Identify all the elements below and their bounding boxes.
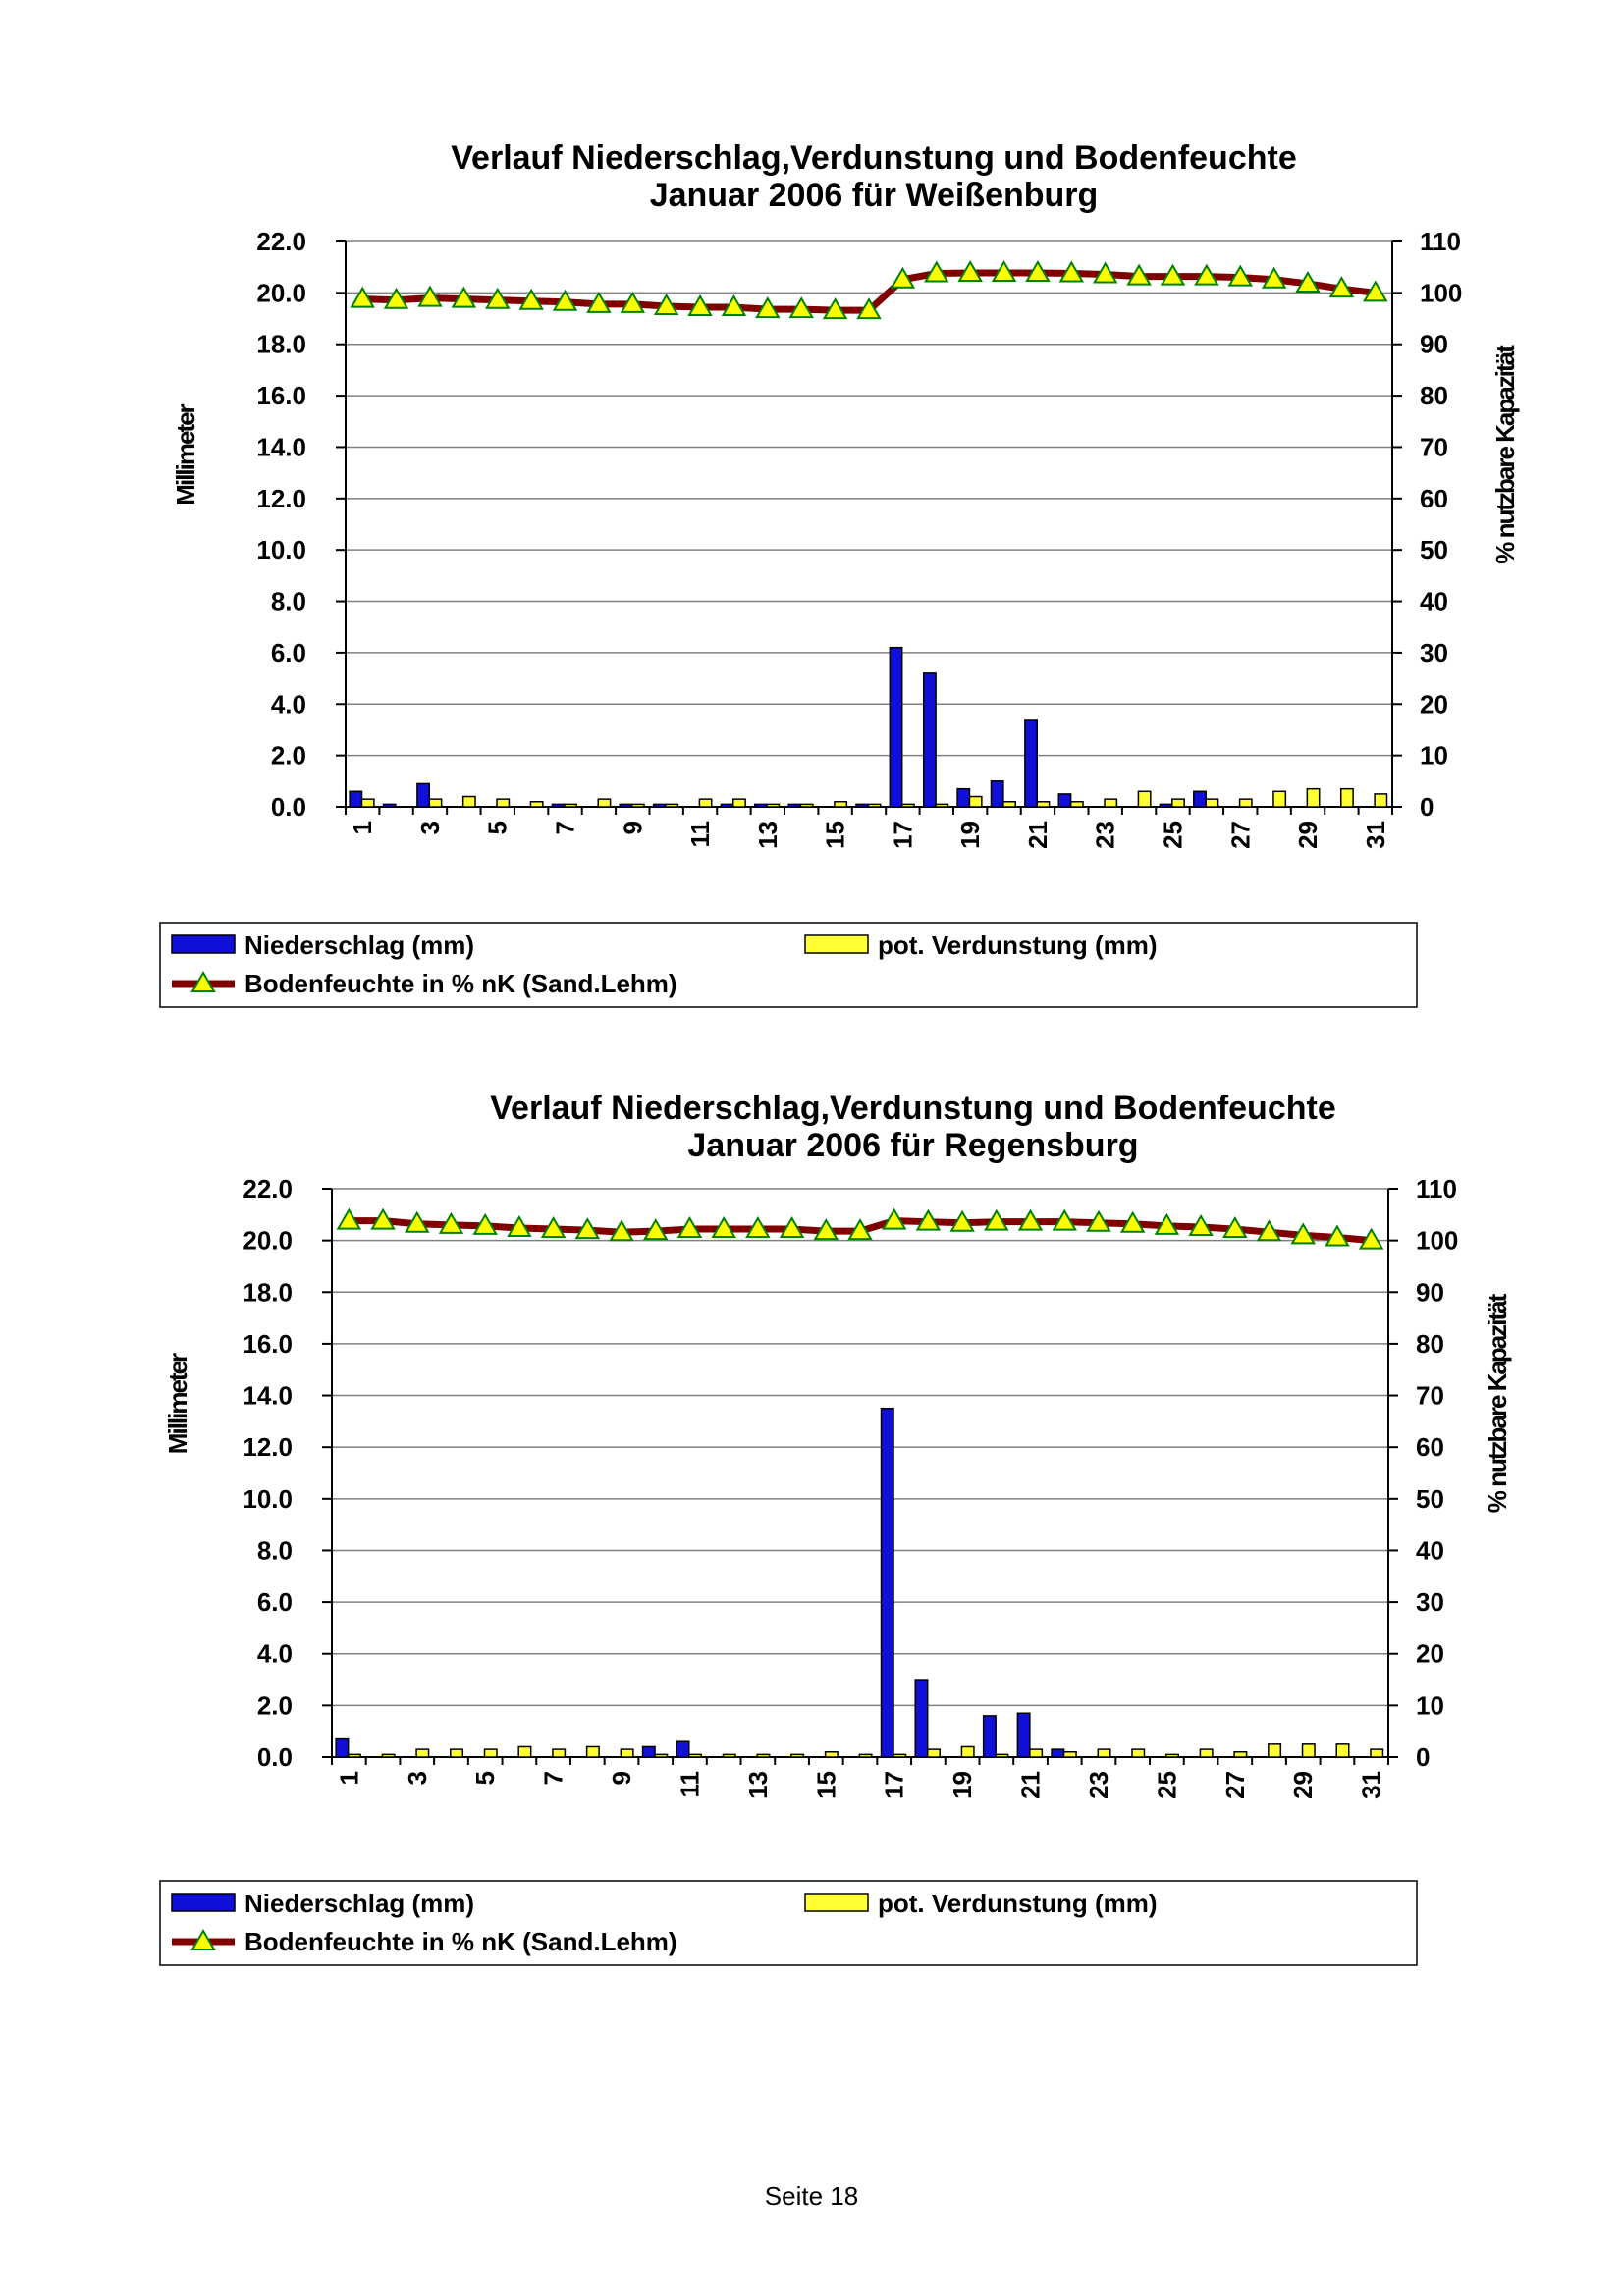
bar-niederschlag	[984, 1716, 996, 1757]
legend-label-verdunstung: pot. Verdunstung (mm)	[878, 931, 1158, 960]
bar-verdunstung	[518, 1746, 530, 1757]
page-footer: Seite 18	[764, 2181, 859, 2211]
bar-verdunstung	[969, 797, 981, 807]
y-tick-label: 4.0	[270, 689, 306, 720]
x-tick-label: 15	[820, 821, 850, 849]
bar-verdunstung	[484, 1749, 496, 1757]
bar-niederschlag	[924, 673, 936, 807]
y-tick-label: 6.0	[256, 1587, 293, 1618]
bar-niederschlag	[1025, 720, 1037, 807]
y-tick-label: 12.0	[256, 483, 306, 513]
y-tick-label: 10.0	[243, 1483, 293, 1514]
y-tick-label: 18.0	[243, 1277, 293, 1308]
bar-niederschlag	[882, 1409, 893, 1757]
y-tick-label: 22.0	[256, 227, 306, 256]
legend-swatch-verdunstung	[805, 1894, 868, 1911]
y2-tick-label: 90	[1420, 329, 1448, 359]
bar-niederschlag	[552, 804, 564, 807]
bar-verdunstung	[868, 804, 880, 807]
bar-verdunstung	[1341, 789, 1353, 807]
bar-verdunstung	[621, 1749, 632, 1757]
y-tick-label: 0.0	[270, 792, 306, 822]
x-tick-label: 3	[402, 1771, 432, 1786]
bar-verdunstung	[349, 1754, 360, 1757]
x-tick-label: 31	[1360, 821, 1390, 849]
bar-niederschlag	[1052, 1749, 1063, 1757]
bar-verdunstung	[893, 1754, 905, 1757]
bar-verdunstung	[1098, 1749, 1109, 1757]
bar-verdunstung	[530, 802, 542, 807]
bar-verdunstung	[859, 1754, 871, 1757]
x-tick-label: 3	[414, 821, 445, 835]
bar-verdunstung	[1234, 1752, 1246, 1757]
bar-verdunstung	[1273, 791, 1285, 807]
bar-niederschlag	[1194, 791, 1206, 807]
x-tick-label: 29	[1293, 821, 1324, 849]
x-tick-label: 5	[470, 1771, 501, 1786]
y-tick-label: 2.0	[270, 740, 306, 771]
bar-verdunstung	[689, 1754, 701, 1757]
bar-verdunstung	[835, 802, 846, 807]
bar-niederschlag	[643, 1746, 655, 1757]
x-tick-label: 11	[675, 1771, 705, 1798]
y2-tick-label: 80	[1420, 381, 1448, 411]
bar-verdunstung	[497, 799, 509, 807]
bar-verdunstung	[587, 1746, 599, 1757]
bar-verdunstung	[1003, 802, 1015, 807]
bar-verdunstung	[826, 1752, 838, 1757]
bar-niederschlag	[991, 781, 1002, 807]
y-tick-label: 14.0	[256, 432, 306, 462]
y-tick-label: 22.0	[243, 1174, 293, 1203]
bar-niederschlag	[1160, 804, 1171, 807]
bar-verdunstung	[416, 1749, 428, 1757]
bar-verdunstung	[936, 804, 947, 807]
y2-tick-label: 0	[1416, 1742, 1431, 1772]
x-tick-label: 23	[1083, 1771, 1113, 1799]
bar-verdunstung	[928, 1749, 940, 1757]
bar-verdunstung	[1166, 1754, 1178, 1757]
bar-verdunstung	[451, 1749, 462, 1757]
bar-niederschlag	[336, 1739, 348, 1757]
y-tick-label: 0.0	[256, 1742, 293, 1772]
y-tick-label: 10.0	[256, 535, 306, 565]
y2-tick-label: 10	[1420, 740, 1448, 771]
bar-verdunstung	[1172, 799, 1184, 807]
x-tick-label: 25	[1152, 1771, 1182, 1799]
y2-tick-label: 60	[1420, 483, 1448, 513]
y-tick-label: 4.0	[256, 1638, 293, 1669]
bar-verdunstung	[1037, 802, 1049, 807]
y2-tick-label: 10	[1416, 1690, 1444, 1721]
x-tick-label: 17	[879, 1771, 909, 1799]
bar-verdunstung	[1030, 1749, 1042, 1757]
y2-tick-label: 30	[1416, 1587, 1444, 1618]
bar-niederschlag	[788, 804, 800, 807]
bar-verdunstung	[1375, 794, 1386, 807]
y-tick-label: 6.0	[270, 637, 306, 667]
y2-tick-label: 60	[1416, 1432, 1444, 1463]
x-tick-label: 29	[1288, 1771, 1319, 1799]
bar-niederschlag	[676, 1741, 688, 1757]
bar-verdunstung	[1269, 1744, 1280, 1757]
bar-niederschlag	[350, 791, 361, 807]
bar-verdunstung	[1105, 799, 1116, 807]
bar-niederschlag	[417, 783, 429, 807]
bar-verdunstung	[655, 1754, 667, 1757]
y-axis-label: Millimeter	[163, 1354, 192, 1455]
y2-tick-label: 50	[1416, 1483, 1444, 1514]
bar-verdunstung	[382, 1754, 394, 1757]
bar-verdunstung	[1064, 1752, 1076, 1757]
y2-tick-label: 70	[1420, 432, 1448, 462]
bar-verdunstung	[767, 804, 779, 807]
x-tick-label: 27	[1219, 1771, 1250, 1799]
legend-swatch-verdunstung	[805, 935, 868, 953]
bar-verdunstung	[1240, 799, 1252, 807]
x-tick-label: 19	[955, 821, 986, 849]
y2-tick-label: 100	[1420, 278, 1463, 308]
y-tick-label: 20.0	[256, 278, 306, 308]
y-tick-label: 18.0	[256, 329, 306, 359]
bar-verdunstung	[733, 799, 745, 807]
bar-verdunstung	[1206, 799, 1217, 807]
y-tick-label: 2.0	[256, 1690, 293, 1721]
bar-verdunstung	[666, 804, 677, 807]
x-tick-label: 7	[538, 1771, 568, 1786]
bar-niederschlag	[890, 648, 901, 807]
bar-verdunstung	[791, 1754, 803, 1757]
x-tick-label: 13	[752, 821, 783, 849]
legend-label-verdunstung: pot. Verdunstung (mm)	[878, 1889, 1158, 1918]
x-tick-label: 25	[1158, 821, 1188, 849]
bar-niederschlag	[1058, 794, 1070, 807]
y2-tick-label: 30	[1420, 637, 1448, 667]
x-tick-label: 5	[482, 821, 513, 835]
x-tick-label: 27	[1225, 821, 1256, 849]
x-tick-label: 13	[742, 1771, 773, 1799]
y2-tick-label: 100	[1416, 1225, 1459, 1255]
bar-verdunstung	[801, 804, 813, 807]
y2-tick-label: 20	[1416, 1638, 1444, 1669]
x-tick-label: 1	[348, 821, 378, 835]
x-tick-label: 21	[1022, 821, 1053, 849]
bar-verdunstung	[1303, 1744, 1315, 1757]
chart-subtitle: Januar 2006 für Weißenburg	[649, 177, 1099, 214]
y-tick-label: 8.0	[256, 1535, 293, 1566]
y-tick-label: 16.0	[243, 1328, 293, 1359]
chart-title: Verlauf Niederschlag,Verdunstung und Bodenfeuchte	[451, 139, 1297, 177]
bar-niederschlag	[915, 1680, 927, 1757]
chart-regensburg	[0, 1041, 1623, 2081]
chart-title: Verlauf Niederschlag,Verdunstung und Bodenfeuchte	[490, 1090, 1336, 1127]
y2-tick-label: 90	[1416, 1277, 1444, 1308]
x-tick-label: 31	[1356, 1771, 1386, 1799]
y2-tick-label: 80	[1416, 1328, 1444, 1359]
bar-verdunstung	[1132, 1749, 1144, 1757]
bar-niederschlag	[1017, 1713, 1029, 1757]
bar-niederschlag	[384, 804, 396, 807]
bar-verdunstung	[1336, 1744, 1348, 1757]
bar-verdunstung	[902, 804, 914, 807]
legend-swatch-niederschlag	[172, 935, 235, 953]
bar-verdunstung	[1307, 789, 1319, 807]
x-tick-label: 17	[888, 821, 918, 849]
bar-niederschlag	[620, 804, 631, 807]
bar-niederschlag	[755, 804, 767, 807]
bar-niederschlag	[856, 804, 868, 807]
x-tick-label: 15	[811, 1771, 841, 1799]
bar-verdunstung	[1138, 791, 1150, 807]
x-tick-label: 9	[607, 1771, 637, 1786]
bar-verdunstung	[632, 804, 644, 807]
bar-verdunstung	[362, 799, 374, 807]
bar-verdunstung	[463, 797, 475, 807]
bar-verdunstung	[1071, 802, 1083, 807]
bar-verdunstung	[553, 1749, 565, 1757]
y-tick-label: 12.0	[243, 1432, 293, 1463]
legend-swatch-niederschlag	[172, 1894, 235, 1911]
x-tick-label: 19	[947, 1771, 978, 1799]
y-tick-label: 8.0	[270, 586, 306, 616]
bar-niederschlag	[957, 789, 969, 807]
y-tick-label: 14.0	[243, 1380, 293, 1411]
bar-niederschlag	[654, 804, 666, 807]
x-tick-label: 23	[1090, 821, 1120, 849]
bar-verdunstung	[565, 804, 576, 807]
y2-tick-label: 20	[1420, 689, 1448, 720]
y2-axis-label: % nutzbare Kapazität	[1483, 1295, 1512, 1514]
x-tick-label: 9	[618, 821, 648, 835]
y2-tick-label: 70	[1416, 1380, 1444, 1411]
bar-verdunstung	[961, 1746, 973, 1757]
y-tick-label: 16.0	[256, 381, 306, 411]
bar-verdunstung	[598, 799, 610, 807]
bar-verdunstung	[996, 1754, 1007, 1757]
x-tick-label: 1	[334, 1771, 364, 1786]
y2-tick-label: 40	[1420, 586, 1448, 616]
bar-verdunstung	[723, 1754, 734, 1757]
legend-label-bodenfeuchte: Bodenfeuchte in % nK (Sand.Lehm)	[244, 969, 677, 998]
y2-tick-label: 0	[1420, 792, 1434, 822]
y-axis-label: Millimeter	[171, 405, 200, 506]
x-tick-label: 21	[1015, 1771, 1046, 1799]
chart-weissenburg	[0, 0, 1623, 1041]
legend-label-bodenfeuchte: Bodenfeuchte in % nK (Sand.Lehm)	[244, 1927, 677, 1956]
x-tick-label: 11	[685, 821, 716, 848]
y-tick-label: 20.0	[243, 1225, 293, 1255]
legend-label-niederschlag: Niederschlag (mm)	[244, 931, 475, 960]
bar-verdunstung	[1200, 1749, 1212, 1757]
bar-verdunstung	[429, 799, 441, 807]
bar-verdunstung	[757, 1754, 769, 1757]
x-tick-label: 7	[550, 821, 580, 835]
y2-tick-label: 50	[1420, 535, 1448, 565]
y2-tick-label: 40	[1416, 1535, 1444, 1566]
legend-label-niederschlag: Niederschlag (mm)	[244, 1889, 475, 1918]
bar-verdunstung	[1371, 1749, 1382, 1757]
chart-subtitle: Januar 2006 für Regensburg	[687, 1127, 1139, 1164]
y2-tick-label: 110	[1420, 227, 1461, 256]
y2-axis-label: % nutzbare Kapazität	[1490, 347, 1520, 564]
y2-tick-label: 110	[1416, 1174, 1457, 1203]
bar-niederschlag	[721, 804, 732, 807]
bar-verdunstung	[699, 799, 711, 807]
